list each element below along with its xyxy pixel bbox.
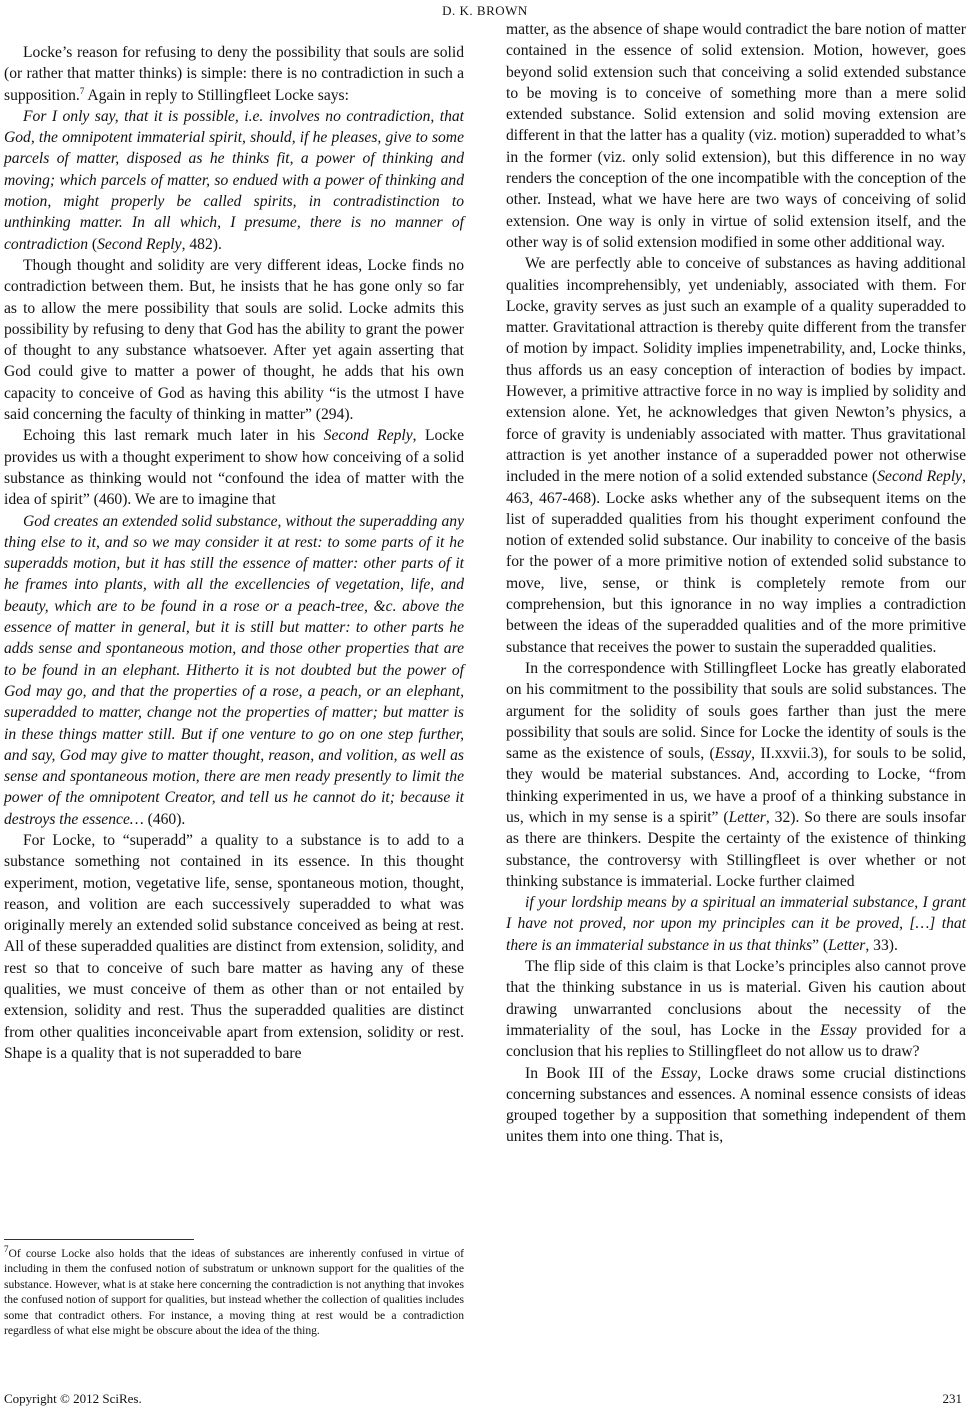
cited-title: Second Reply: [97, 235, 182, 253]
running-header: D. K. BROWN: [442, 3, 528, 18]
paragraph: [4, 42, 464, 106]
quote-ref: (460).: [143, 810, 186, 828]
paragraph: matter, as the absence of shape would contradict the bare notion of matter contained in the essence of solid extension. Motion, however, goes beyond solid extension such that conceiving a solid extended substance to be moving is to conceive of something more than a mere solid extended substance. Solid extension and solid moving extension are different in that the latter has a quality (viz. motion) superadded to what’s in the former (viz. only solid extension), but this difference in no way renders the conception of the one incompatible with the conception of the other. Instead, what we have here are two ways of conceiving of solid extension. One way is only in virtue of solid extension itself, and the other way is of solid extension modified in some other additional way.: [506, 21, 966, 251]
footnote-number: 7: [4, 1244, 9, 1255]
footnote-rule: [4, 1239, 194, 1240]
paragraph: [506, 658, 966, 892]
cited-title: Second Reply: [323, 427, 413, 445]
paragraph-text: provided for a conclusion that his replies to Stillingfleet do not allow us to draw?: [506, 1021, 966, 1061]
cited-title: Essay: [714, 745, 752, 763]
paragraph-text: , II.xxvii.3), for souls to be solid, they would be material substances. And, according to Locke, “from thinking experimented in us, we have a proof of a thinking substance in us, which in my sense is a spirit” (: [506, 745, 966, 826]
quote-text: if your lordship means by a spiritual an immaterial substance, I grant I have not proved, nor upon my principles can it be proved, […] that there is an immaterial substance in us that thinks: [506, 894, 966, 954]
paragraph-text: We are perfectly able to conceive of substances as having additional qualities incomprehensibly, yet undeniably, associated with them. For Locke, gravity serves as just such an example of a quality superadded to matter. Gravitational attraction is thereby quite different from the transfer of motion by impact. Solidity implies impenetrability, and, Locke thinks, thus affords us an easy conception of interaction of bodies by impact. However, a primitive attractive force in no way is implied by solidity and extension alone. Yet, he acknowledges that given Newton’s physics, a force of gravity is undeniably associated with matter. Thus gravitational attraction is yet another instance of a superadded power not otherwise included in the mere notion of a solid extended substance (: [506, 255, 966, 486]
cited-title: Letter: [828, 936, 866, 954]
cited-title: Essay: [820, 1021, 857, 1039]
paragraph: [4, 425, 464, 510]
cited-title: Letter: [728, 808, 766, 826]
paragraph: [506, 1063, 966, 1148]
block-quote: [4, 106, 464, 255]
cited-title: Essay: [660, 1064, 698, 1082]
paragraph-text: In the correspondence with Stillingfleet Locke has greatly elaborated on his commitment to the possibility that souls are solid substances. The argument for the solidity of souls goes farther than just the mere possibility that souls are solid. Since for Locke the identity of souls is the same as the existence of souls, (: [506, 659, 966, 763]
paragraph: [506, 956, 966, 1062]
paragraph-text: Echoing this last remark much later in his: [23, 427, 324, 445]
paragraph-text: Again in reply to Stillingfleet Locke says:: [84, 86, 349, 104]
paragraph-text: , 463, 467-468). Locke asks whether any of the subsequent items on the list of superadded qualities from his thought experiment confound the notion of extended solid substance. Our inability to conceive of the basis for the power of a more primitive notion of extended solid substance to move, live, sense, or think is completely remote from our comprehension, but this ignorance in no way implies a contradiction between the ideas of the superadded qualities and of the more primitive substance that receives the power to sustain the superadded qualities.: [506, 468, 966, 656]
quote-text: God creates an extended solid substance, without the superadding any thing else to it, and so we may consider it at rest: to some parts of it he superadds motion, but it has still the essence of matter: other parts of it he frames into plants, with all the excellencies of vegetation, life, and beauty, which are to be found in a rose or a peach-tree, &c. above the essence of matter in general, but it is still but matter: to other parts he adds sense and spontaneous motion, and those other properties that are to be found in an elephant. Hitherto it is not doubted but the power of God may go, and that the properties of a rose, a peach, or an elephant, superadded to matter, change not the properties of matter; but matter is in these things matter still. But if one venture to go on one step further, and say, God may give to matter thought, reason, and volition, as well as sense and spontaneous motion, there are men ready presently to limit the power of the omnipotent Creator, and tell us he cannot do it; because it destroys the essence…: [4, 512, 464, 828]
right-column: [506, 19, 966, 1148]
quote-ref: , 33).: [865, 936, 898, 954]
quote-text: For I only say, that it is possible, i.e. involves no contradiction, that God, the omnipotent immaterial spirit, should, if he pleases, give to some parcels of matter, disposed as he thinks fit, a power of thinking and moving; which parcels of matter, so endued with a power of thinking and motion, might properly be called spirits, in contradistinction to unthinking matter. In all which, I presume, there is no manner of contradiction: [4, 107, 464, 253]
paragraph-text: Locke’s reason for refusing to deny the possibility that souls are solid (or rather that matter thinks) is simple: there is no contradiction in such a supposition.: [4, 44, 464, 104]
block-quote: [4, 511, 464, 830]
copyright-footer: Copyright © 2012 SciRes.: [4, 1391, 142, 1406]
footnote-marker[interactable]: 7: [79, 85, 85, 96]
paragraph-text: , Locke draws some crucial distinctions concerning substances and essences. A nominal essence consists of ideas grouped together by a supposition that something independent of them unites them into one thing. That is,: [506, 1064, 966, 1146]
paragraph-text: , 32). So there are souls insofar as there are thinkers. Despite the certainty of the existence of thinking substance, the controversy with Stillingfleet is over whether or not thinking substance is immaterial. Locke further claimed: [506, 808, 966, 890]
paragraph: For Locke, to “superadd” a quality to a substance is to add to a substance something not contained in its essence. In this thought experiment, motion, vegetative life, sense, spontaneous motion, thought, reason, and volition are each successively superadded to what was originally merely an extended solid substance conceived as being at rest. All of these superadded qualities are distinct from extension, solidity, and rest so that to conceive of such bare matter as having any of these qualities, we must conceive of them as other than or not entailed by extension, solidity and rest. Thus the superadded qualities are distinct from other qualities inconceivable apart from extension, solidity or rest. Shape is a quality that is not superadded to bare: [4, 831, 464, 1062]
paragraph-text: The flip side of this claim is that Locke’s principles also cannot prove that the thinking substance in us is material. Given his caution about drawing unwarranted conclusions about the necessity of the immateriality of the soul, has Locke in the: [506, 958, 966, 1039]
page-number: 231: [942, 1391, 962, 1406]
paragraph: [506, 253, 966, 658]
left-column: [4, 42, 464, 1064]
footnote: [4, 1246, 464, 1338]
paragraph: Though thought and solidity are very different ideas, Locke finds no contradiction between them. But, he insists that he has gone only so far as to allow the mere possibility that souls are solid. Locke admits this possibility by refusing to deny that God has the ability to grant the power of thought to any substance whatsoever. After yet again asserting that God could give to matter a power of thought, he adds that his own capacity to conceive of God as having this ability “is the utmost I have said concerning the faculty of thinking in matter” (294).: [4, 256, 464, 424]
footnote-text: Of course Locke also holds that the ideas of substances are inherently confused in virtue of including in them the confused notion of substratum or unknown support for the qualities of the substance. However, what is at stake here concerning the contradiction is not anything that invokes the confused notion of support for qualities, but instead whether the collection of qualities includes some that contradict others. For instance, a moving thing at rest would be a contradiction regardless of what else might be obscure about the idea of the thing.: [4, 1247, 464, 1338]
paragraph-text: In Book III of the: [525, 1064, 661, 1082]
quote-ref: , 482).: [181, 235, 222, 253]
block-quote: [506, 892, 966, 956]
paragraph-text: , Locke provides us with a thought experiment to show how conceiving of a solid substance as thinking would not “confound the idea of matter with the idea of spirit” (460). We are to imagine that: [4, 427, 464, 509]
quote-ref: ” (: [812, 936, 829, 954]
cited-title: Second Reply: [877, 468, 963, 486]
quote-ref: (: [88, 235, 98, 253]
